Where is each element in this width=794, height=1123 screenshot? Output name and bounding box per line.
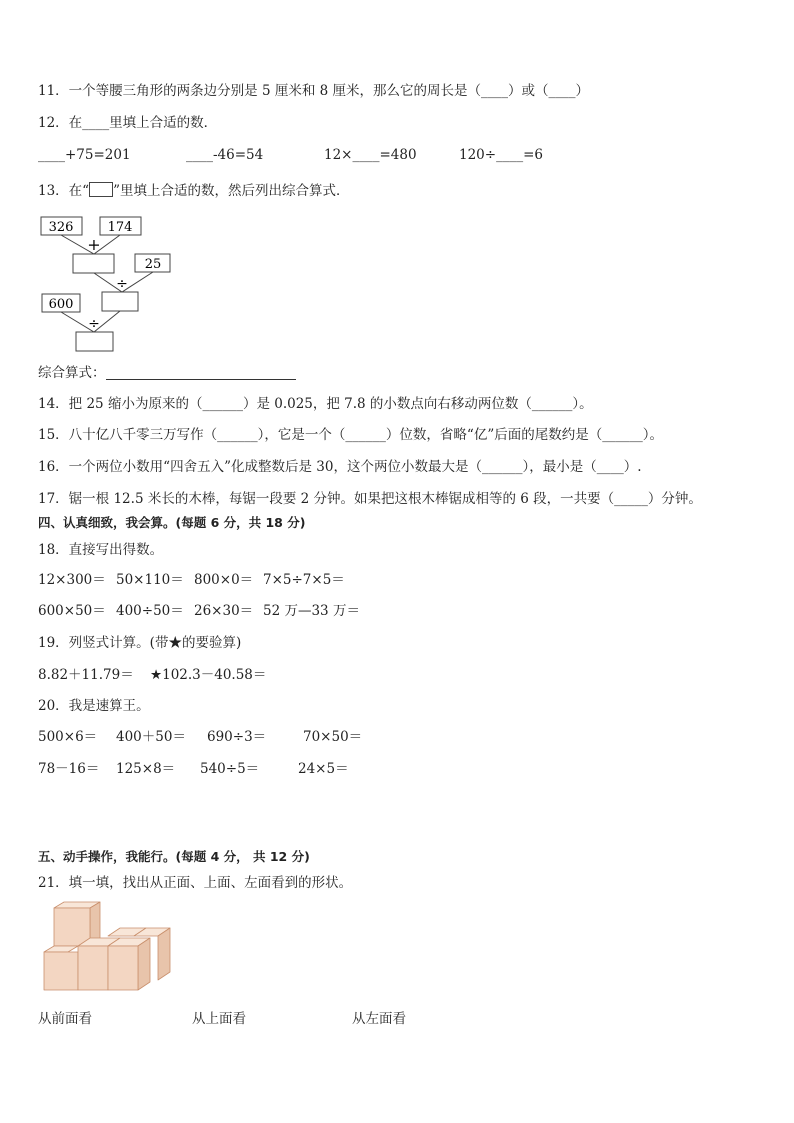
cube-front-2 bbox=[78, 946, 108, 990]
q20-r1-4: 70×50＝ bbox=[303, 729, 363, 745]
q20-r2-1: 78－16＝ bbox=[38, 761, 100, 777]
divide-operator-2: ÷ bbox=[88, 316, 100, 332]
q12-item-1: ____+75=201 bbox=[38, 147, 131, 163]
question-19-title: 19．列竖式计算。(带★的要验算) bbox=[38, 635, 242, 651]
q12-item-4: 120÷____=6 bbox=[459, 147, 543, 163]
question-12-title: 12．在____里填上合适的数． bbox=[38, 115, 218, 131]
blank-box-icon bbox=[89, 182, 113, 197]
cube-front-1 bbox=[44, 952, 78, 990]
q13-title-post: ”里填上合适的数，然后列出综合算式． bbox=[113, 183, 350, 199]
q19-item-2: ★102.3－40.58＝ bbox=[150, 667, 267, 683]
plus-operator: + bbox=[87, 235, 101, 254]
cube-stack-illustration bbox=[42, 900, 172, 995]
section-4-heading: 四、认真细致，我会算。(每题 6 分，共 18 分) bbox=[38, 515, 306, 530]
value-600: 600 bbox=[48, 297, 74, 312]
view-left-label: 从左面看 bbox=[352, 1011, 406, 1027]
q20-r2-4: 24×5＝ bbox=[298, 761, 349, 777]
q18-r2-4: 52 万—33 万＝ bbox=[263, 603, 360, 619]
q18-r2-1: 600×50＝ bbox=[38, 603, 106, 619]
cube-side-back bbox=[158, 928, 170, 980]
cube-front-3 bbox=[108, 946, 138, 990]
q20-r2-2: 125×8＝ bbox=[116, 761, 176, 777]
q20-r1-1: 500×6＝ bbox=[38, 729, 98, 745]
question-14: 14．把 25 缩小为原来的（______）是 0.025，把 7.8 的小数点向右移动两位数（______）。 bbox=[38, 396, 593, 412]
answer-box-3 bbox=[76, 332, 113, 351]
formula-answer-line[interactable] bbox=[106, 379, 296, 380]
value-25: 25 bbox=[144, 257, 162, 272]
q18-r1-3: 800×0＝ bbox=[194, 572, 254, 588]
cube-side-front bbox=[138, 938, 150, 990]
cube-front-stack-upper bbox=[54, 908, 90, 946]
formula-label: 综合算式： bbox=[38, 365, 106, 381]
answer-box-2 bbox=[102, 292, 138, 311]
divide-operator-1: ÷ bbox=[116, 276, 128, 292]
q18-r2-3: 26×30＝ bbox=[194, 603, 254, 619]
question-11: 11．一个等腰三角形的两条边分别是 5 厘米和 8 厘米，那么它的周长是（____）或（____） bbox=[38, 83, 590, 99]
question-21-title: 21．填一填，找出从正面、上面、左面看到的形状。 bbox=[38, 875, 353, 891]
q18-r2-2: 400÷50＝ bbox=[116, 603, 184, 619]
question-15: 15．八十亿八千零三万写作（______），它是一个（______）位数，省略“亿”后面的尾数约是（______）。 bbox=[38, 427, 663, 443]
q13-calculation-diagram bbox=[38, 212, 188, 357]
q20-r2-3: 540÷5＝ bbox=[200, 761, 260, 777]
q18-r1-2: 50×110＝ bbox=[116, 572, 184, 588]
answer-box-1 bbox=[73, 254, 114, 273]
question-16: 16．一个两位小数用“四舍五入”化成整数后是 30，这个两位小数最大是（______），最小是（____）. bbox=[38, 459, 642, 475]
value-326: 326 bbox=[48, 220, 74, 235]
q19-item-1: 8.82＋11.79＝ bbox=[38, 667, 134, 683]
q20-r1-3: 690÷3＝ bbox=[207, 729, 267, 745]
cube-top-front-1 bbox=[44, 946, 78, 952]
question-17: 17．锯一根 12.5 米长的木棒，每锯一段要 2 分钟。如果把这根木棒锯成相等的 6 段，一共要（_____）分钟。 bbox=[38, 491, 702, 507]
q18-r1-4: 7×5÷7×5＝ bbox=[263, 572, 345, 588]
q12-item-3: 12×____=480 bbox=[324, 147, 417, 163]
question-18-title: 18．直接写出得数。 bbox=[38, 542, 164, 558]
view-top-label: 从上面看 bbox=[192, 1011, 246, 1027]
q20-r1-2: 400＋50＝ bbox=[116, 729, 186, 745]
question-13-title bbox=[38, 182, 350, 200]
question-20-title: 20．我是速算王。 bbox=[38, 698, 150, 714]
section-5-heading: 五、动手操作，我能行。(每题 4 分， 共 12 分) bbox=[38, 849, 310, 864]
view-front-label: 从前面看 bbox=[38, 1011, 92, 1027]
q13-title-pre: 13．在“ bbox=[38, 183, 90, 199]
q12-item-2: ____-46=54 bbox=[186, 147, 264, 163]
value-174: 174 bbox=[107, 220, 133, 235]
q18-r1-1: 12×300＝ bbox=[38, 572, 106, 588]
